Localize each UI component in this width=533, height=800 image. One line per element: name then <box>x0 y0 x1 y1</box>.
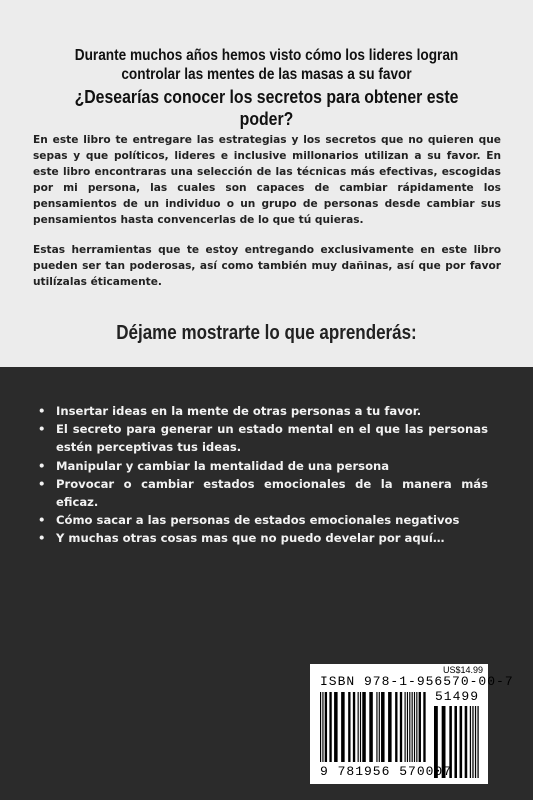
barcode-bar <box>460 706 463 778</box>
ean-barcode-bars <box>320 692 426 762</box>
list-item <box>38 529 488 547</box>
bullet-icon: • <box>38 513 46 528</box>
bullet-icon: • <box>38 476 46 491</box>
barcode-bar <box>465 706 468 778</box>
barcode-bar <box>360 692 361 762</box>
isbn-barcode <box>310 664 514 784</box>
barcode-bar <box>341 692 345 762</box>
list-item <box>38 511 488 529</box>
barcode-bar <box>419 692 421 762</box>
barcode-bar <box>388 692 392 762</box>
addon-number: 51499 <box>435 689 480 704</box>
intro-paragraph-2: Estas herramientas que te estoy entregando exclusivamente en este libro pueden ser tan poderosas, así como también muy dañinas, así que por favor utilízalas éticamente. <box>33 244 501 288</box>
barcode-bar <box>400 692 402 762</box>
barcode-bar <box>358 692 359 762</box>
list-item <box>38 420 488 456</box>
bullet-icon: • <box>38 458 46 473</box>
barcode-bar <box>414 692 415 762</box>
list-item-text: Insertar ideas en la mente de otras personas a tu favor. <box>56 404 422 418</box>
bullet-icon: • <box>38 404 46 418</box>
barcode-bar <box>454 706 457 778</box>
ean-number: 9 781956 570007 <box>320 764 453 779</box>
learn-title: Déjame mostrarte lo que aprenderás: <box>116 322 417 344</box>
barcode-bar <box>470 706 471 778</box>
headline-question: ¿Desearías conocer los secretos para obtener este poder? <box>74 87 459 129</box>
barcode-bar <box>381 692 385 762</box>
barcode-bar <box>376 692 377 762</box>
barcode-bar <box>423 692 425 762</box>
barcode-bar <box>409 692 410 762</box>
barcode-bar <box>475 706 476 778</box>
barcode-bar <box>379 692 380 762</box>
top-panel <box>0 0 533 367</box>
barcode-bar <box>325 692 327 762</box>
isbn-number: ISBN 978-1-956570-00-7 <box>320 674 514 689</box>
barcode-bar <box>405 692 406 762</box>
learn-list <box>38 402 488 548</box>
list-item <box>38 457 488 475</box>
barcode-bar <box>395 692 397 762</box>
barcode-bar <box>472 706 473 778</box>
bullet-icon: • <box>38 422 46 437</box>
barcode-bar <box>477 706 478 778</box>
list-item-text: Provocar o cambiar estados emocionales de la manera más eficaz. <box>56 476 488 510</box>
list-item <box>38 402 488 420</box>
barcode-bar <box>348 692 350 762</box>
barcode-bar <box>353 692 355 762</box>
barcode-bar <box>369 692 373 762</box>
list-item-text: El secreto para generar un estado mental en el que las personas estén perceptivas tus ideas. <box>56 422 488 455</box>
price-label: US$14.99 <box>442 665 483 675</box>
barcode-bar <box>320 692 321 762</box>
bullet-icon: • <box>38 531 46 546</box>
barcode-bar <box>322 692 323 762</box>
barcode-bar <box>329 692 331 762</box>
list-item-text: Y muchas otras cosas mas que no puedo develar por aquí… <box>56 531 445 546</box>
headline-intro: Durante muchos años hemos visto cómo los lideres logran controlar las mentes de las masas a su favor <box>74 47 459 83</box>
list-item-text: Cómo sacar a las personas de estados emocionales negativos <box>56 513 460 528</box>
barcode-bar <box>416 692 417 762</box>
list-item <box>38 475 488 511</box>
barcode-bar <box>334 692 338 762</box>
list-item-text: Manipular y cambiar la mentalidad de una persona <box>56 458 390 473</box>
barcode-bar <box>407 692 408 762</box>
barcode-bar <box>412 692 413 762</box>
intro-paragraph-1: En este libro te entregare las estrategias y los secretos que no quieren que sepas y que políticos, lideres e inclusive millonarios utilizan a su favor. En este libro encontraras una selección de las técnicas más efectivas, escogidas por mi persona, las cuales son capaces de cambiar rápidamente los pensamientos de un individuo o un grupo de personas desde cambiar sus pensamientos hasta convencerlas de lo que tú quieras. <box>33 134 501 226</box>
barcode-bar <box>362 692 366 762</box>
